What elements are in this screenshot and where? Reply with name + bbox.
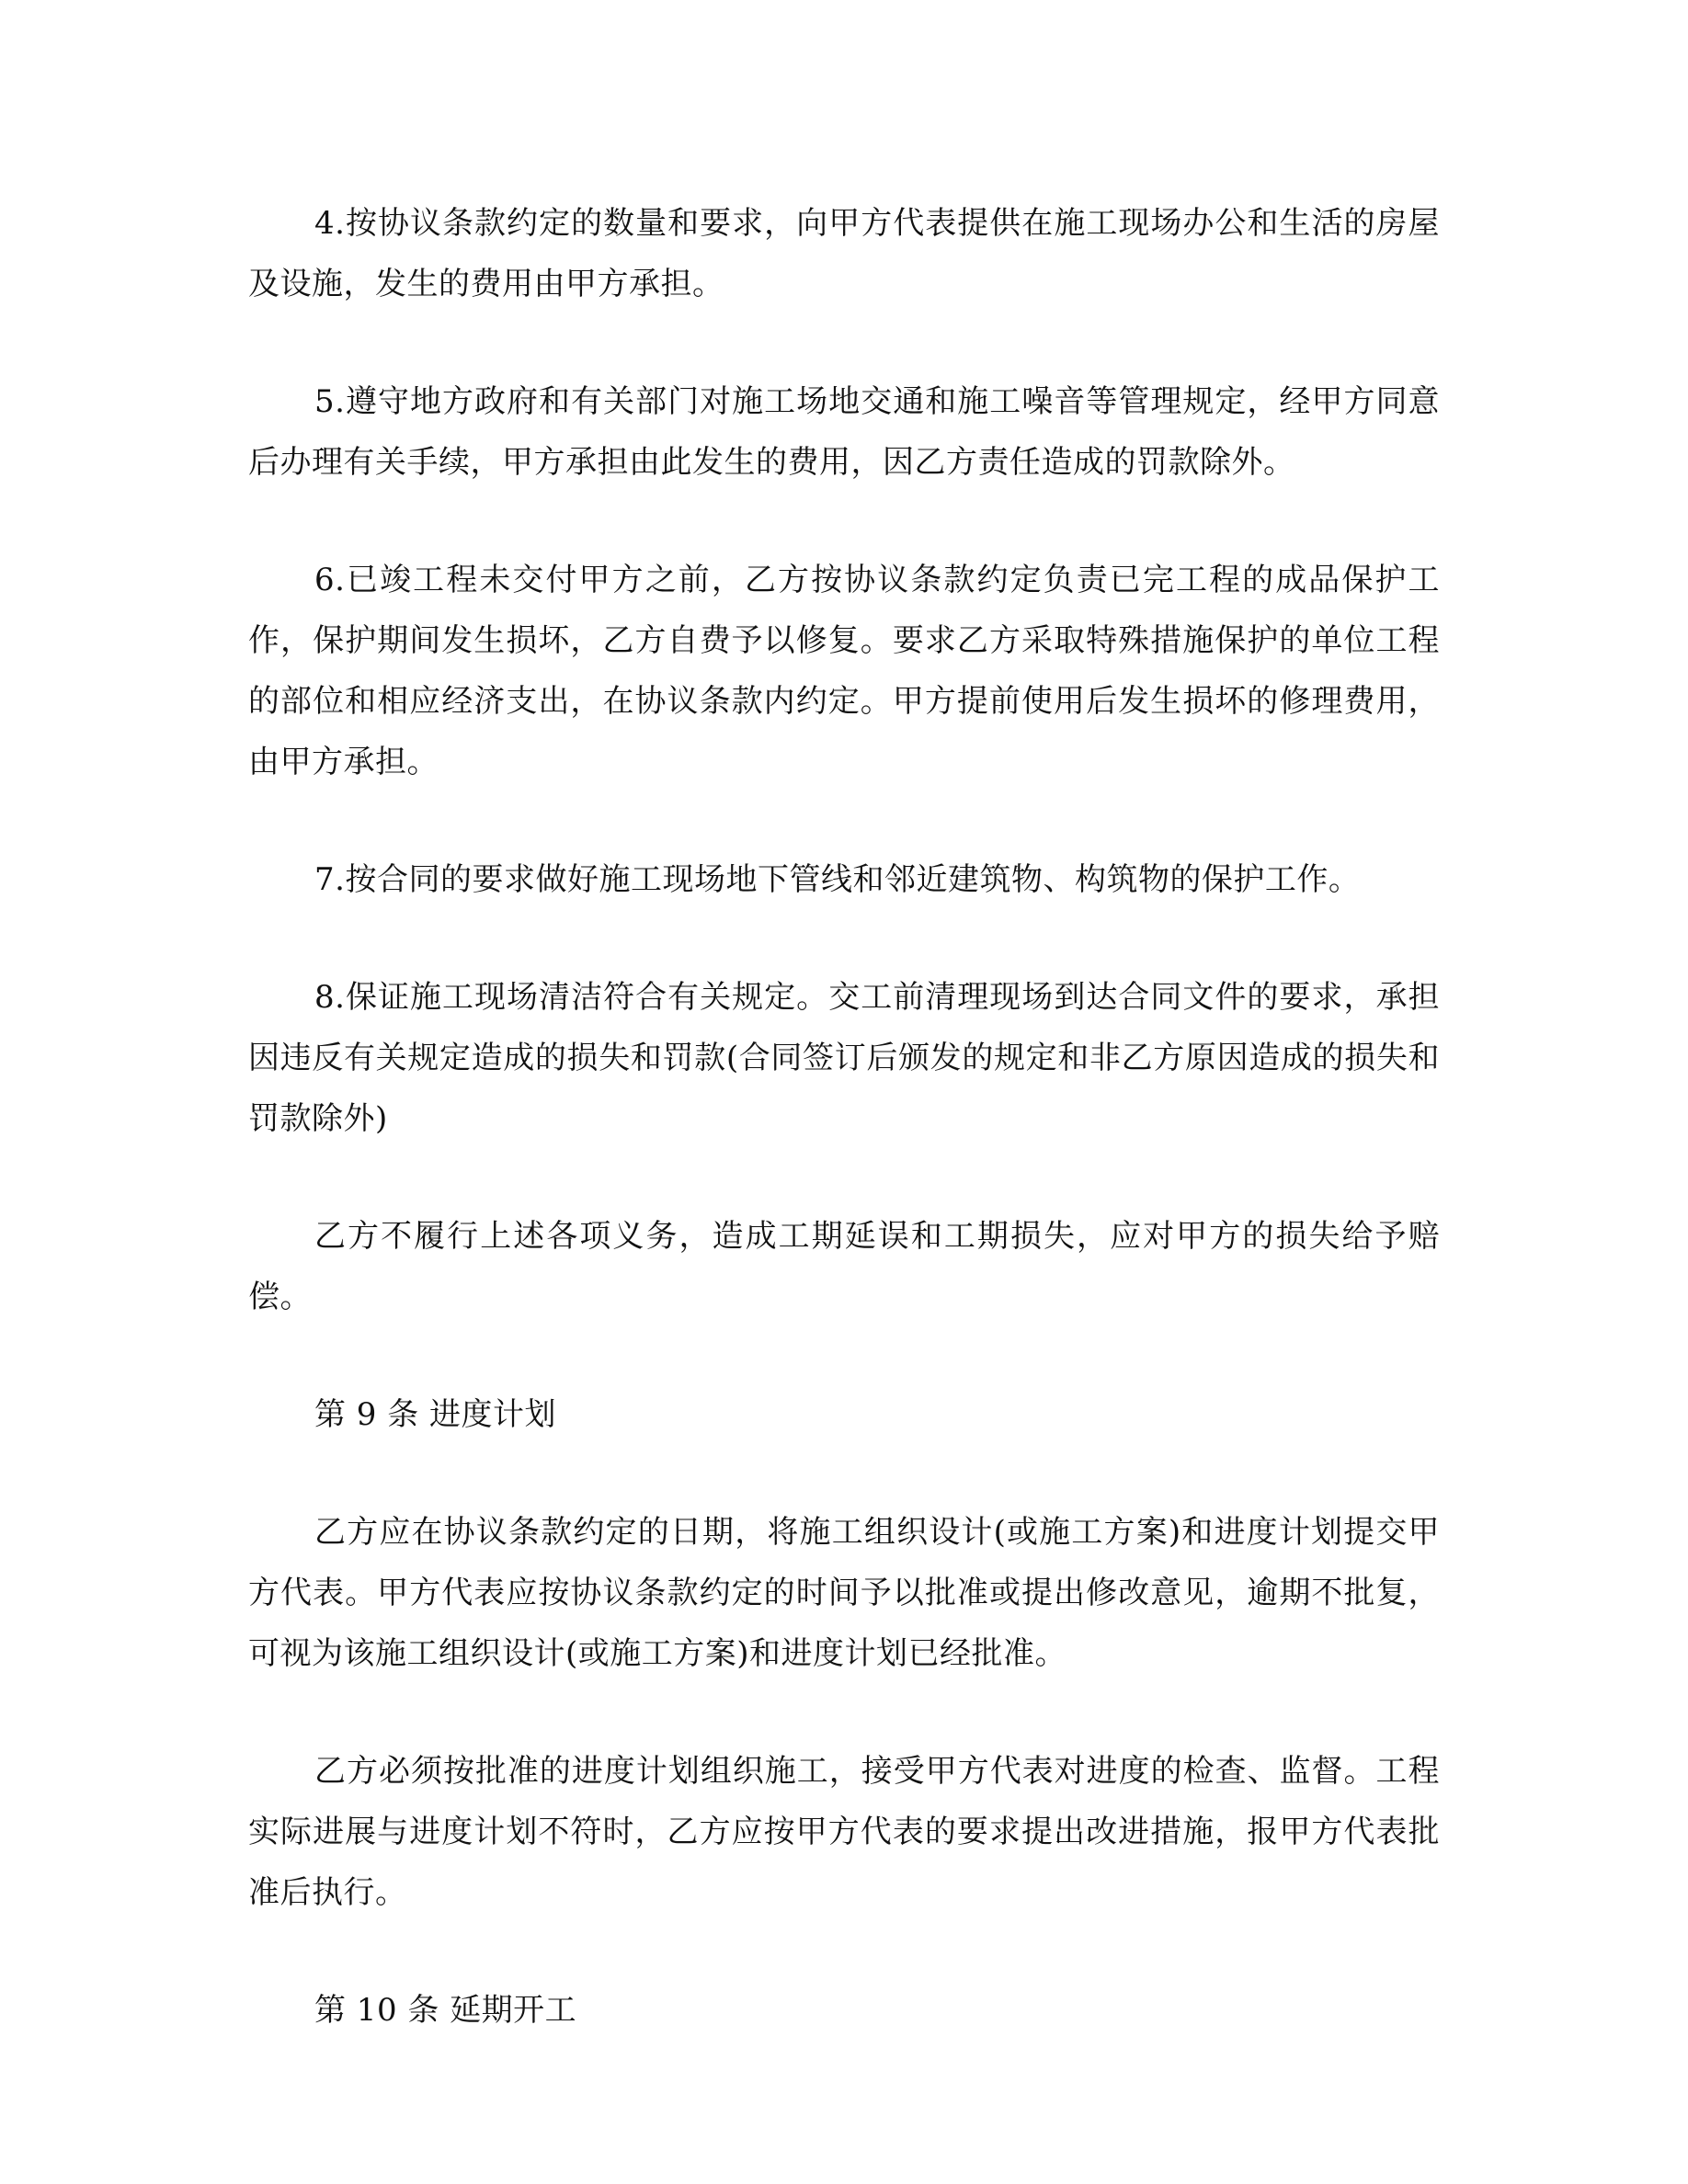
document-body — [248, 193, 1440, 2098]
clause-item-4: 4.按协议条款约定的数量和要求，向甲方代表提供在施工现场办公和生活的房屋及设施，发生的费用由甲方承担。 — [248, 205, 1440, 302]
clause-item-6: 6.已竣工程未交付甲方之前，乙方按协议条款约定负责已完工程的成品保护工作，保护期间发生损坏，乙方自费予以修复。要求乙方采取特殊措施保护的单位工程的部位和相应经济支出，在协议条款内约定。甲方提前使用后发生损坏的修理费用，由甲方承担。 — [248, 562, 1440, 780]
clause-item-8: 8.保证施工现场清洁符合有关规定。交工前清理现场到达合同文件的要求，承担因违反有关规定造成的损失和罚款(合同签订后颁发的规定和非乙方原因造成的损失和罚款除外) — [248, 979, 1440, 1137]
clause-item-7: 7.按合同的要求做好施工现场地下管线和邻近建筑物、构筑物的保护工作。 — [314, 861, 1361, 898]
article-10-heading: 第 10 条 延期开工 — [314, 1992, 577, 2029]
schedule-submission-paragraph: 乙方应在协议条款约定的日期，将施工组织设计(或施工方案)和进度计划提交甲方代表。甲方代表应按协议条款约定的时间予以批准或提出修改意见，逾期不批复，可视为该施工组织设计(或施工方案)和进度计划已经批准。 — [248, 1514, 1440, 1672]
clause-item-5: 5.遵守地方政府和有关部门对施工场地交通和施工噪音等管理规定，经甲方同意后办理有关手续，甲方承担由此发生的费用，因乙方责任造成的罚款除外。 — [248, 383, 1440, 481]
breach-paragraph: 乙方不履行上述各项义务，造成工期延误和工期损失，应对甲方的损失给予赔偿。 — [248, 1218, 1440, 1315]
schedule-execution-paragraph: 乙方必须按批准的进度计划组织施工，接受甲方代表对进度的检查、监督。工程实际进展与进度计划不符时，乙方应按甲方代表的要求提出改进措施，报甲方代表批准后执行。 — [248, 1753, 1440, 1911]
article-9-heading: 第 9 条 进度计划 — [314, 1396, 557, 1433]
